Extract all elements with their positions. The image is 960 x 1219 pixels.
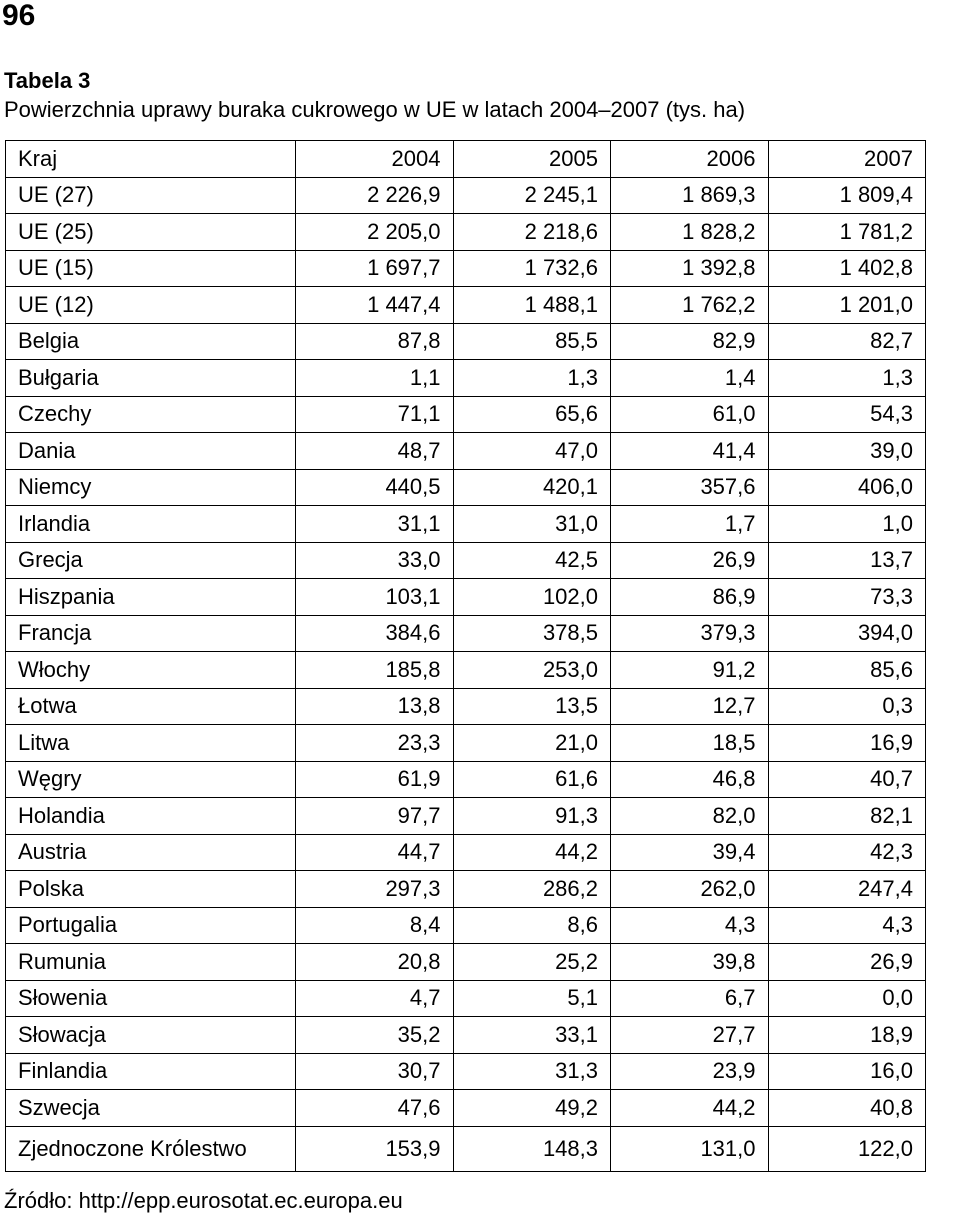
table-row (6, 761, 926, 798)
value-cell: 61,0 (611, 396, 769, 433)
value-cell: 8,4 (296, 907, 454, 944)
value-cell: 30,7 (296, 1053, 454, 1090)
value-cell: 1,0 (768, 506, 926, 543)
value-cell: 131,0 (611, 1126, 769, 1171)
value-cell: 148,3 (453, 1126, 611, 1171)
value-cell: 82,7 (768, 323, 926, 360)
value-cell: 33,0 (296, 542, 454, 579)
value-cell: 73,3 (768, 579, 926, 616)
country-cell: Szwecja (6, 1090, 296, 1127)
value-cell: 20,8 (296, 944, 454, 981)
value-cell: 41,4 (611, 433, 769, 470)
country-cell: Łotwa (6, 688, 296, 725)
value-cell: 8,6 (453, 907, 611, 944)
value-cell: 23,9 (611, 1053, 769, 1090)
country-cell: Czechy (6, 396, 296, 433)
table-row (6, 615, 926, 652)
value-cell: 379,3 (611, 615, 769, 652)
table-row (6, 1126, 926, 1171)
table-header-row (6, 141, 926, 178)
value-cell: 394,0 (768, 615, 926, 652)
value-cell: 82,9 (611, 323, 769, 360)
value-cell: 13,7 (768, 542, 926, 579)
value-cell: 47,0 (453, 433, 611, 470)
value-cell: 31,1 (296, 506, 454, 543)
country-cell: Finlandia (6, 1053, 296, 1090)
value-cell: 13,5 (453, 688, 611, 725)
value-cell: 31,3 (453, 1053, 611, 1090)
table-row (6, 469, 926, 506)
value-cell: 357,6 (611, 469, 769, 506)
value-cell: 1 697,7 (296, 250, 454, 287)
value-cell: 153,9 (296, 1126, 454, 1171)
country-cell: Niemcy (6, 469, 296, 506)
table-row (6, 433, 926, 470)
country-cell: Bułgaria (6, 360, 296, 397)
country-cell: Słowacja (6, 1017, 296, 1054)
table-row (6, 1053, 926, 1090)
value-cell: 2 218,6 (453, 214, 611, 251)
value-cell: 44,2 (611, 1090, 769, 1127)
table-row (6, 980, 926, 1017)
value-cell: 65,6 (453, 396, 611, 433)
value-cell: 1,7 (611, 506, 769, 543)
value-cell: 82,1 (768, 798, 926, 835)
country-cell: Polska (6, 871, 296, 908)
header-year: 2004 (296, 141, 454, 178)
country-cell: Austria (6, 834, 296, 871)
table-body (6, 177, 926, 1171)
value-cell: 91,3 (453, 798, 611, 835)
value-cell: 39,8 (611, 944, 769, 981)
country-cell: Portugalia (6, 907, 296, 944)
value-cell: 18,9 (768, 1017, 926, 1054)
value-cell: 16,9 (768, 725, 926, 762)
country-cell: Francja (6, 615, 296, 652)
table-label: Tabela 3 (4, 68, 91, 93)
value-cell: 1 781,2 (768, 214, 926, 251)
value-cell: 27,7 (611, 1017, 769, 1054)
value-cell: 39,4 (611, 834, 769, 871)
value-cell: 16,0 (768, 1053, 926, 1090)
value-cell: 33,1 (453, 1017, 611, 1054)
value-cell: 1 732,6 (453, 250, 611, 287)
country-cell: Irlandia (6, 506, 296, 543)
value-cell: 1,3 (768, 360, 926, 397)
value-cell: 49,2 (453, 1090, 611, 1127)
value-cell: 39,0 (768, 433, 926, 470)
value-cell: 2 226,9 (296, 177, 454, 214)
value-cell: 1,3 (453, 360, 611, 397)
table-row (6, 287, 926, 324)
value-cell: 86,9 (611, 579, 769, 616)
table-row (6, 834, 926, 871)
country-cell: Włochy (6, 652, 296, 689)
table-row (6, 177, 926, 214)
value-cell: 48,7 (296, 433, 454, 470)
country-cell: Słowenia (6, 980, 296, 1017)
table-row (6, 1017, 926, 1054)
value-cell: 42,5 (453, 542, 611, 579)
table-row (6, 323, 926, 360)
table-row (6, 214, 926, 251)
country-cell: Dania (6, 433, 296, 470)
value-cell: 406,0 (768, 469, 926, 506)
country-cell: Zjednoczone Królestwo (6, 1126, 296, 1171)
value-cell: 103,1 (296, 579, 454, 616)
value-cell: 1,1 (296, 360, 454, 397)
value-cell: 378,5 (453, 615, 611, 652)
value-cell: 82,0 (611, 798, 769, 835)
country-cell: UE (25) (6, 214, 296, 251)
value-cell: 4,7 (296, 980, 454, 1017)
value-cell: 2 245,1 (453, 177, 611, 214)
value-cell: 384,6 (296, 615, 454, 652)
value-cell: 13,8 (296, 688, 454, 725)
value-cell: 253,0 (453, 652, 611, 689)
value-cell: 286,2 (453, 871, 611, 908)
value-cell: 297,3 (296, 871, 454, 908)
country-cell: Holandia (6, 798, 296, 835)
value-cell: 85,6 (768, 652, 926, 689)
value-cell: 247,4 (768, 871, 926, 908)
value-cell: 4,3 (611, 907, 769, 944)
value-cell: 26,9 (768, 944, 926, 981)
table-row (6, 1090, 926, 1127)
value-cell: 91,2 (611, 652, 769, 689)
header-year: 2006 (611, 141, 769, 178)
table-row (6, 798, 926, 835)
value-cell: 47,6 (296, 1090, 454, 1127)
table-row (6, 871, 926, 908)
value-cell: 1 392,8 (611, 250, 769, 287)
source-note: Źródło: http://epp.eurosotat.ec.europa.eu (4, 1188, 403, 1213)
value-cell: 1 402,8 (768, 250, 926, 287)
value-cell: 2 205,0 (296, 214, 454, 251)
value-cell: 61,9 (296, 761, 454, 798)
value-cell: 40,7 (768, 761, 926, 798)
value-cell: 26,9 (611, 542, 769, 579)
value-cell: 18,5 (611, 725, 769, 762)
value-cell: 87,8 (296, 323, 454, 360)
value-cell: 44,2 (453, 834, 611, 871)
value-cell: 44,7 (296, 834, 454, 871)
country-cell: Grecja (6, 542, 296, 579)
value-cell: 0,0 (768, 980, 926, 1017)
value-cell: 21,0 (453, 725, 611, 762)
value-cell: 1 447,4 (296, 287, 454, 324)
table-row (6, 579, 926, 616)
value-cell: 4,3 (768, 907, 926, 944)
value-cell: 420,1 (453, 469, 611, 506)
value-cell: 1 828,2 (611, 214, 769, 251)
table-caption: Powierzchnia uprawy buraka cukrowego w UE w latach 2004–2007 (tys. ha) (4, 97, 746, 122)
table-row (6, 688, 926, 725)
header-year: 2005 (453, 141, 611, 178)
value-cell: 85,5 (453, 323, 611, 360)
value-cell: 1 869,3 (611, 177, 769, 214)
value-cell: 185,8 (296, 652, 454, 689)
value-cell: 42,3 (768, 834, 926, 871)
table-row (6, 652, 926, 689)
value-cell: 1 201,0 (768, 287, 926, 324)
table-row (6, 944, 926, 981)
table-row (6, 506, 926, 543)
value-cell: 61,6 (453, 761, 611, 798)
table-row (6, 907, 926, 944)
country-cell: UE (15) (6, 250, 296, 287)
table-row (6, 250, 926, 287)
sugar-beet-area-table (5, 140, 926, 1172)
value-cell: 31,0 (453, 506, 611, 543)
header-year: 2007 (768, 141, 926, 178)
value-cell: 5,1 (453, 980, 611, 1017)
value-cell: 12,7 (611, 688, 769, 725)
country-cell: Hiszpania (6, 579, 296, 616)
value-cell: 1,4 (611, 360, 769, 397)
table-row (6, 360, 926, 397)
country-cell: Belgia (6, 323, 296, 360)
value-cell: 46,8 (611, 761, 769, 798)
value-cell: 1 488,1 (453, 287, 611, 324)
value-cell: 6,7 (611, 980, 769, 1017)
value-cell: 262,0 (611, 871, 769, 908)
value-cell: 40,8 (768, 1090, 926, 1127)
value-cell: 35,2 (296, 1017, 454, 1054)
value-cell: 54,3 (768, 396, 926, 433)
page-number: 96 (2, 0, 36, 32)
value-cell: 25,2 (453, 944, 611, 981)
value-cell: 1 762,2 (611, 287, 769, 324)
table-row (6, 725, 926, 762)
value-cell: 440,5 (296, 469, 454, 506)
header-country: Kraj (6, 141, 296, 178)
country-cell: UE (27) (6, 177, 296, 214)
country-cell: Węgry (6, 761, 296, 798)
value-cell: 97,7 (296, 798, 454, 835)
table-row (6, 542, 926, 579)
table-row (6, 396, 926, 433)
value-cell: 1 809,4 (768, 177, 926, 214)
value-cell: 102,0 (453, 579, 611, 616)
value-cell: 23,3 (296, 725, 454, 762)
value-cell: 122,0 (768, 1126, 926, 1171)
country-cell: UE (12) (6, 287, 296, 324)
country-cell: Rumunia (6, 944, 296, 981)
country-cell: Litwa (6, 725, 296, 762)
value-cell: 71,1 (296, 396, 454, 433)
value-cell: 0,3 (768, 688, 926, 725)
